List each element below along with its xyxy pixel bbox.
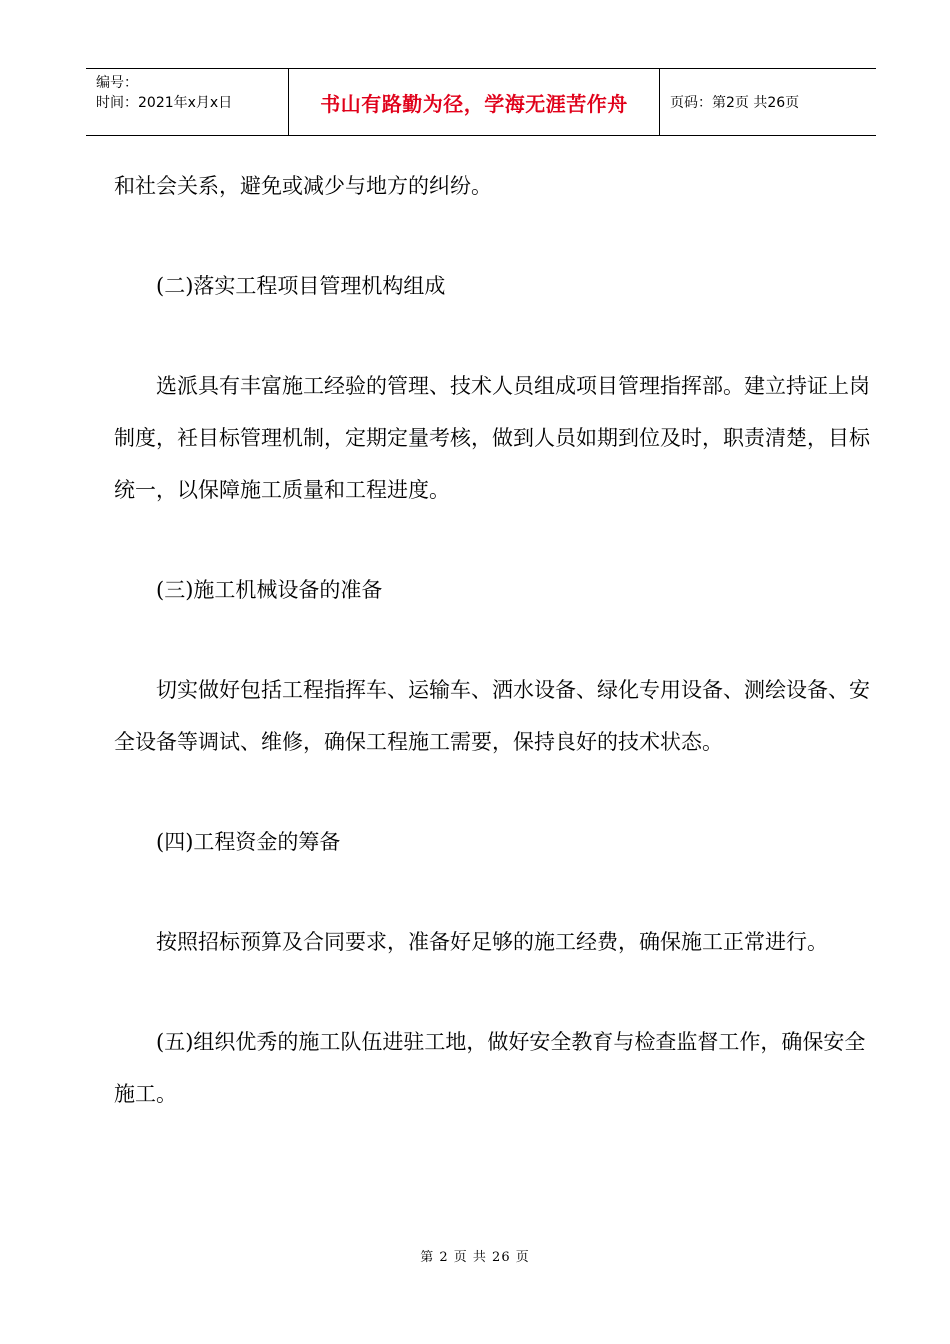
document-date-label: 时间：2021年x月x日	[96, 95, 233, 111]
section-heading-3: (三)施工机械设备的准备	[156, 578, 383, 602]
page-footer: 第 2 页 共 26 页	[420, 1250, 530, 1265]
section-heading-4: (四)工程资金的筹备	[156, 830, 341, 854]
header-motto: 书山有路勤为径，学海无涯苦作舟	[288, 69, 660, 135]
document-number-label: 编号：	[96, 75, 138, 91]
body-paragraph-continued: 和社会关系，避免或减少与地方的纠纷。	[114, 174, 492, 198]
body-paragraph-2: 选派具有丰富施工经验的管理、技术人员组成项目管理指挥部。建立持证上岗制度，衽目标管理机制，定期定量考核，做到人员如期到位及时，职责清楚，目标统一，以保障施工质量和工程进度。	[114, 374, 870, 502]
document-body	[114, 160, 874, 1120]
header-info	[86, 69, 288, 135]
body-paragraph-5: (五)组织优秀的施工队伍进驻工地，做好安全教育与检查监督工作，确保安全施工。	[114, 1030, 866, 1106]
body-paragraph-3: 切实做好包括工程指挥车、运输车、洒水设备、绿化专用设备、测绘设备、安全设备等调试、维修，确保工程施工需要，保持良好的技术状态。	[114, 678, 870, 754]
section-heading-2: (二)落实工程项目管理机构组成	[156, 274, 446, 298]
body-paragraph-4: 按照招标预算及合同要求，准备好足够的施工经费，确保施工正常进行。	[156, 930, 828, 954]
page-header	[86, 68, 876, 136]
header-page-number: 页码：第2页 共26页	[670, 95, 800, 111]
